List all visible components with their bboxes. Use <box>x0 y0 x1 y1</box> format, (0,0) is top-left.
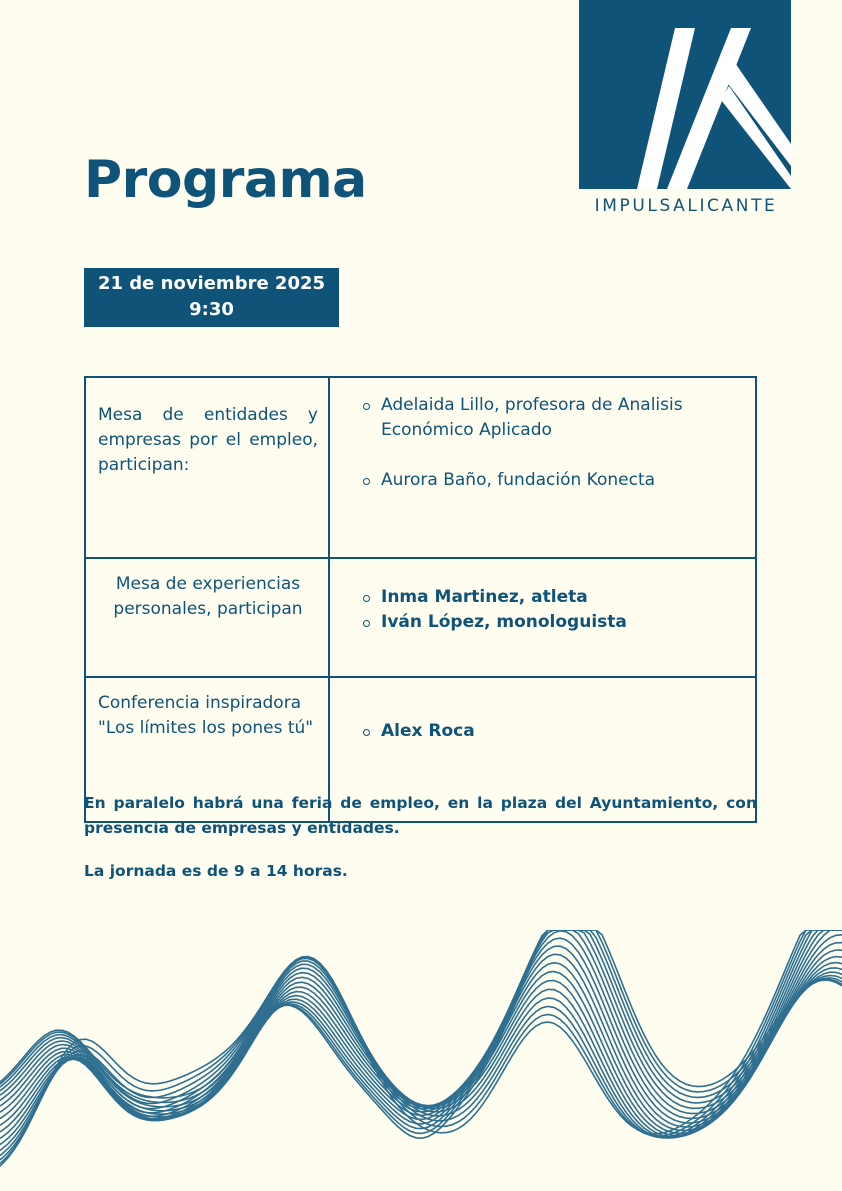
logo-mark <box>579 0 791 189</box>
session-cell: Mesa de entidades y empresas por el empleo, participan: <box>85 377 329 558</box>
logo-wordmark: IMPULSALICANTE <box>594 196 778 216</box>
event-date: 21 de noviembre 2025 <box>97 273 326 294</box>
participants-list <box>331 560 754 635</box>
wave-line <box>0 931 842 1119</box>
participant-item: Alex Roca <box>381 719 734 744</box>
table-row <box>85 377 756 558</box>
participants-cell <box>329 558 756 677</box>
hours-note: La jornada es de 9 a 14 horas. <box>84 862 348 880</box>
participant-item: Aurora Baño, fundación Konecta <box>381 468 734 493</box>
job-fair-note: En paralelo habrá una feria de empleo, en la plaza del Ayuntamiento, con presencia de empresas y entidades. <box>84 794 757 837</box>
logo-mountain-icon <box>579 0 791 189</box>
participants-list <box>331 379 754 493</box>
participant-item: Inma Martinez, atleta <box>381 585 734 610</box>
program-table <box>84 376 757 823</box>
participant-item: Iván López, monologuista <box>381 610 734 635</box>
date-badge <box>84 268 339 327</box>
session-cell: Mesa de experiencias personales, participan <box>85 558 329 677</box>
event-time: 9:30 <box>189 299 234 320</box>
table-row <box>85 558 756 677</box>
decorative-waves <box>0 930 842 1191</box>
page-title: Programa <box>84 150 367 210</box>
participants-cell <box>329 377 756 558</box>
session-cell: Conferencia inspiradora "Los límites los pones tú" <box>85 677 329 822</box>
participants-list <box>331 679 754 744</box>
wave-line <box>0 930 842 1166</box>
wave-line <box>0 930 842 1173</box>
participant-item: Adelaida Lillo, profesora de Analisis Económico Aplicado <box>381 393 734 443</box>
